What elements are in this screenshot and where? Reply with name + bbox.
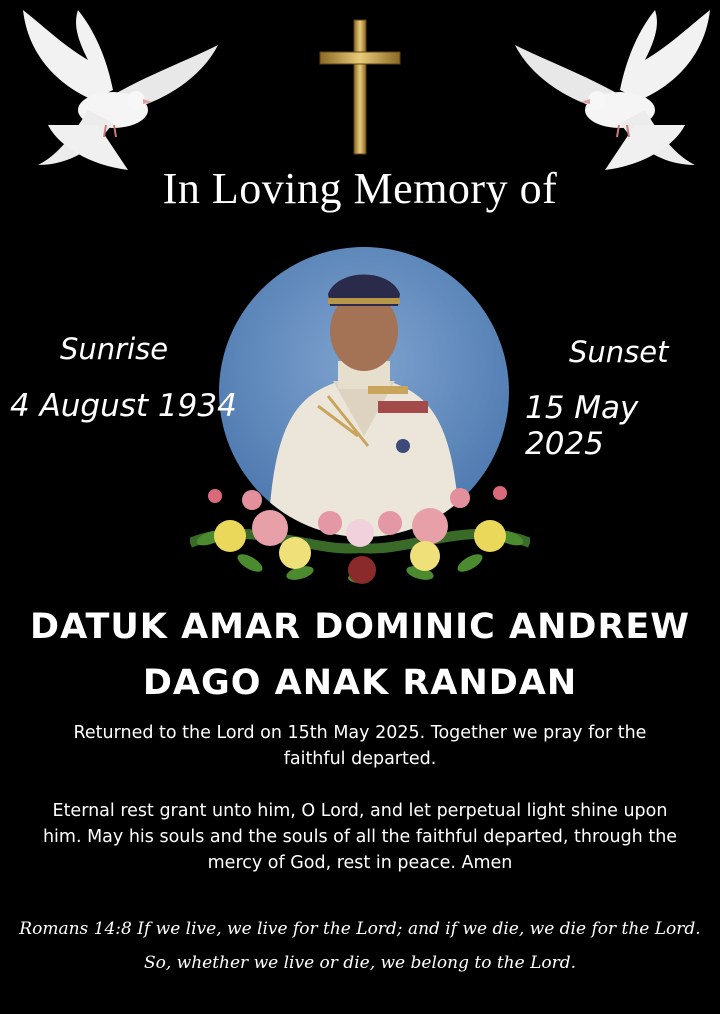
dove-right-icon bbox=[505, 5, 715, 175]
sunset-date: 15 May 2025 bbox=[525, 390, 639, 462]
deceased-name-line2: DAGO ANAK RANDAN bbox=[142, 663, 578, 703]
bible-verse: Romans 14:8 If we live, we live for the Lord; and if we die, we die for the Lord. So, whether we live or die, we belong to the Lord. bbox=[19, 919, 701, 973]
deceased-name-line1: DATUK AMAR DOMINIC ANDREW bbox=[30, 607, 690, 647]
page-heading: In Loving Memory of bbox=[162, 164, 558, 213]
announcement-paragraph: Returned to the Lord on 15th May 2025. Together we pray for the faithful departed. bbox=[73, 723, 647, 769]
flower-garland bbox=[190, 478, 530, 598]
cross-icon bbox=[318, 18, 402, 156]
prayer-paragraph: Eternal rest grant unto him, O Lord, and let perpetual light shine upon him. May his souls and the souls of all the faithful departed, through the mercy of God, rest in peace. Amen bbox=[42, 801, 678, 873]
sunrise-label: Sunrise bbox=[60, 332, 169, 366]
dove-left-icon bbox=[18, 5, 228, 175]
sunset-label: Sunset bbox=[569, 335, 669, 369]
sunrise-date: 4 August 1934 bbox=[10, 388, 237, 424]
